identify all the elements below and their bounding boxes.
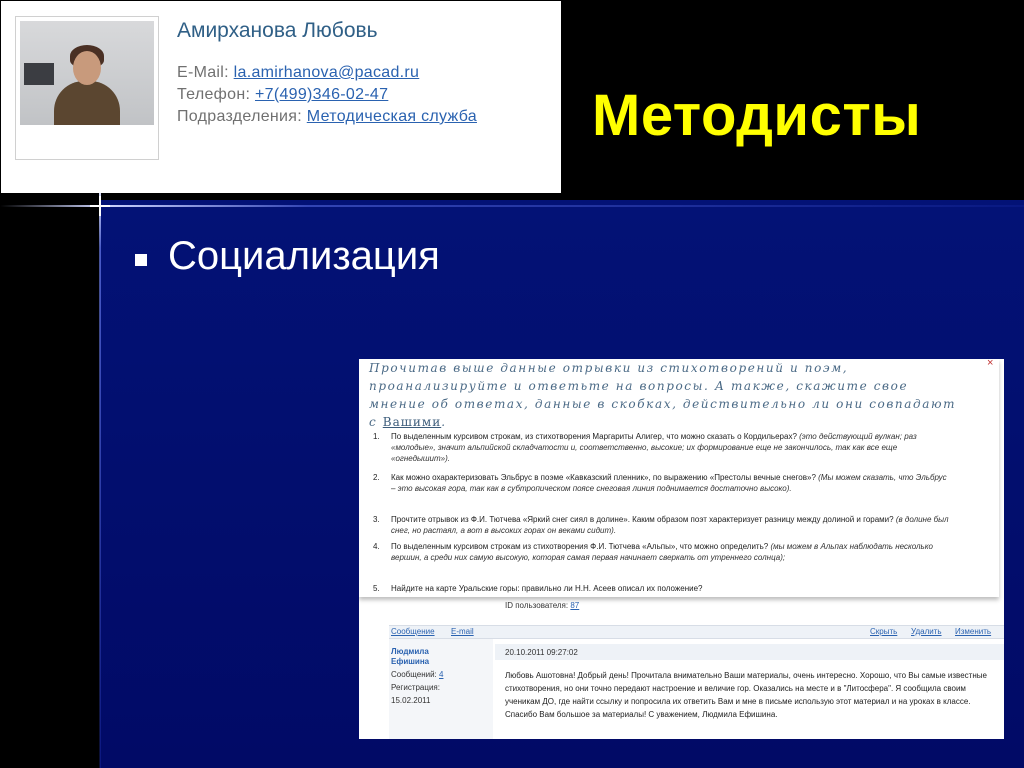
question-item xyxy=(373,541,951,563)
decorative-horizontal-line xyxy=(0,205,1024,207)
question-text: По выделенным курсивом строкам, из стихотворения Маргариты Алигер, что можно сказать о Кордильерах? xyxy=(391,432,797,441)
question-number: 3. xyxy=(373,515,380,524)
slide-title: Методисты xyxy=(592,83,922,148)
posts-count-row xyxy=(391,670,443,679)
intro-text-end: . xyxy=(441,415,447,429)
question-note: (в долине был снег, но растаял, а вот в высоких горах он веками сидит). xyxy=(391,515,949,535)
email-link-small[interactable]: E-mail xyxy=(451,627,474,636)
profile-card xyxy=(1,1,561,193)
question-note: (это действующий вулкан; раз «молодые», значит альпийской складчатости и, соответственно, высокие; их формирование еще не закончилось, так как все еще «огнедышит»). xyxy=(391,432,917,463)
registration-date: 15.02.2011 xyxy=(391,696,431,705)
question-item xyxy=(373,514,951,536)
registration-label: Регистрация: xyxy=(391,683,440,692)
question-number: 4. xyxy=(373,542,380,551)
question-number: 1. xyxy=(373,432,380,441)
question-text: По выделенным курсивом строкам из стихотворения Ф.И. Тютчева «Альпы», что можно определить? xyxy=(391,542,769,551)
avatar-photo xyxy=(20,21,154,125)
intro-link[interactable]: Вашими xyxy=(382,415,442,429)
question-text: Найдите на карте Уральские горы: правильно ли Н.Н. Асеев описал их положение? xyxy=(391,584,703,593)
decorative-vertical-line xyxy=(99,190,101,768)
email-link[interactable]: la.amirhanova@pacad.ru xyxy=(233,64,420,81)
hide-link[interactable]: Скрыть xyxy=(870,627,898,636)
intro-text-main: Прочитав выше данные отрывки из стихотворений и поэм, проанализируйте и ответьте на вопросы. А также, скажите свое мнение об ответах, данные в скобках, действительно ли они совпадают с xyxy=(369,361,957,429)
delete-link[interactable]: Удалить xyxy=(911,627,942,636)
photo-frame xyxy=(15,16,159,160)
edit-link[interactable]: Изменить xyxy=(955,627,992,636)
email-row xyxy=(177,64,419,82)
phone-link[interactable]: +7(499)346-02-47 xyxy=(254,86,389,103)
embedded-forum-screenshot xyxy=(359,359,1004,739)
bullet-text: Социализация xyxy=(168,234,440,278)
user-id-row xyxy=(505,601,579,610)
post-body: Любовь Ашотовна! Добрый день! Прочитала внимательно Ваши материалы, очень интересно. Хорошо, что Вы самые известные стихотворения, но они точно передают настроение и величие гор. Оказались на месте и в "Литосфера". Я сообщила своим ученикам ДО, где найти ссылку и попросила их ответить Вам и мне в письме использую этот материал и на уроках в классе. Спасибо Вам большое за материалы! С уважением, Людмила Ефишина. xyxy=(505,671,987,719)
question-number: 2. xyxy=(373,473,380,482)
question-text: Прочтите отрывок из Ф.И. Тютчева «Яркий снег сиял в долине». Каким образом поэт характеризует разницу между долиной и горами? xyxy=(391,515,894,524)
post-datetime: 20.10.2011 09:27:02 xyxy=(505,648,578,657)
question-number: 5. xyxy=(373,584,380,593)
question-item xyxy=(373,431,951,464)
user-id-link[interactable]: 87 xyxy=(570,601,580,610)
question-item xyxy=(373,472,951,494)
phone-row xyxy=(177,86,388,104)
department-link[interactable]: Методическая служба xyxy=(306,108,477,125)
phone-label: Телефон: xyxy=(177,86,251,103)
question-text: Как можно охарактеризовать Эльбрус в поэме «Кавказский пленник», по выражению «Престолы вечные снегов»? xyxy=(391,473,816,482)
posts-label: Сообщений: xyxy=(391,670,437,679)
profile-name: Амирханова Любовь xyxy=(177,19,378,42)
author-name[interactable]: Людмила Ефишина xyxy=(391,647,430,666)
posts-count[interactable]: 4 xyxy=(439,670,444,679)
department-row xyxy=(177,108,477,126)
close-icon[interactable]: × xyxy=(987,359,994,369)
question-note: (мы можем в Альпах наблюдать несколько вершин, а среди них самую высокую, которая самая первая начинает сверкать от утреннего солнца); xyxy=(391,542,933,562)
intro-text xyxy=(369,359,969,431)
department-label: Подразделения: xyxy=(177,108,303,125)
sparkle-icon xyxy=(90,196,110,216)
user-id-label: ID пользователя: xyxy=(505,601,569,610)
question-note: (Мы можем сказать, что Эльбрус – это высокая гора, так как в субтропическом поясе снеговая линия поднимается достаточно высоко). xyxy=(391,473,947,493)
bullet-marker xyxy=(135,254,147,266)
message-link[interactable]: Сообщение xyxy=(391,627,435,636)
question-item xyxy=(373,583,951,594)
email-label: E-Mail: xyxy=(177,64,229,81)
